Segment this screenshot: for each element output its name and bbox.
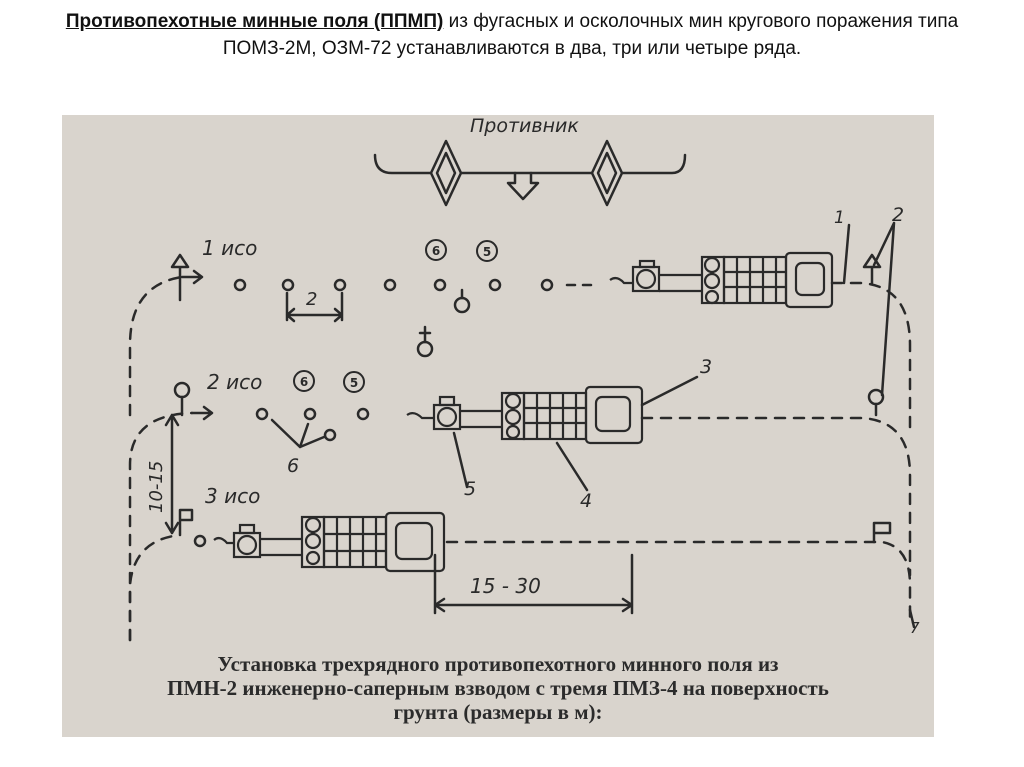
row-gap-dimension bbox=[166, 415, 178, 533]
row-1-mines bbox=[235, 280, 552, 356]
leader-4 bbox=[557, 443, 587, 490]
row-2-route-left bbox=[130, 413, 192, 640]
row-1-arrow bbox=[182, 271, 202, 283]
row-2-mines bbox=[257, 409, 368, 447]
callout-5: 5 bbox=[464, 478, 477, 500]
row-3-end-flag bbox=[874, 523, 890, 542]
enemy-front-symbol bbox=[375, 141, 685, 205]
svg-text:5: 5 bbox=[349, 376, 359, 390]
row-3-label: 3 исо bbox=[205, 484, 261, 508]
row-2-marker bbox=[175, 383, 189, 397]
caption-line-1: Установка трехрядного противопехотного минного поля из bbox=[217, 652, 779, 676]
caption-line-3: грунта (размеры в м): bbox=[393, 700, 603, 724]
slide-title bbox=[40, 8, 984, 62]
callout-4: 4 bbox=[580, 490, 593, 512]
slide-title-emphasis: Противопехотные минные поля (ППМП) bbox=[65, 11, 444, 32]
svg-text:6: 6 bbox=[299, 375, 309, 389]
minefield-diagram bbox=[62, 115, 934, 737]
callout-6: 6 bbox=[287, 455, 300, 477]
leader-1 bbox=[844, 225, 849, 283]
row-2-label: 2 исо bbox=[207, 370, 263, 394]
row-2-end-marker bbox=[869, 390, 883, 404]
row-2-route-right bbox=[642, 418, 910, 575]
caption-line-2: ПМН-2 инженерно-саперным взводом с тремя ПМЗ-4 на поверхность bbox=[167, 676, 829, 700]
vehicle-row-3 bbox=[214, 513, 444, 571]
figure-caption bbox=[62, 652, 934, 724]
row-1-label: 1 исо bbox=[202, 236, 258, 260]
row-1-route-right bbox=[832, 283, 910, 435]
leader-3 bbox=[642, 377, 697, 405]
slide-title-rest: из фугасных и осколочных мин кругового поражения типа ПОМЗ-2М, ОЗМ-72 устанавливаются в два, три или четыре ряда. bbox=[222, 11, 959, 59]
enemy-label: Противник bbox=[470, 115, 579, 137]
row-3-mine bbox=[195, 536, 205, 546]
layer-spacing-label: 15 - 30 bbox=[470, 574, 541, 598]
spacing-label: 2 bbox=[306, 289, 318, 310]
callout-1: 1 bbox=[834, 208, 845, 228]
svg-text:6: 6 bbox=[431, 244, 441, 258]
row-3-route-left bbox=[130, 535, 180, 640]
callout-2: 2 bbox=[892, 204, 905, 226]
row-3-flag bbox=[180, 510, 192, 535]
leader-2 bbox=[874, 223, 894, 395]
callout-3: 3 bbox=[700, 356, 713, 378]
vehicle-row-2 bbox=[407, 387, 642, 443]
minefield-diagram-photo bbox=[62, 115, 934, 737]
row-gap-label: 10-15 bbox=[146, 460, 167, 513]
callout-7: 7 bbox=[910, 619, 920, 637]
vehicle-row-1 bbox=[610, 253, 832, 307]
svg-text:5: 5 bbox=[482, 245, 492, 259]
row-2-arrow bbox=[192, 407, 212, 419]
row-1-route-left bbox=[130, 277, 182, 415]
